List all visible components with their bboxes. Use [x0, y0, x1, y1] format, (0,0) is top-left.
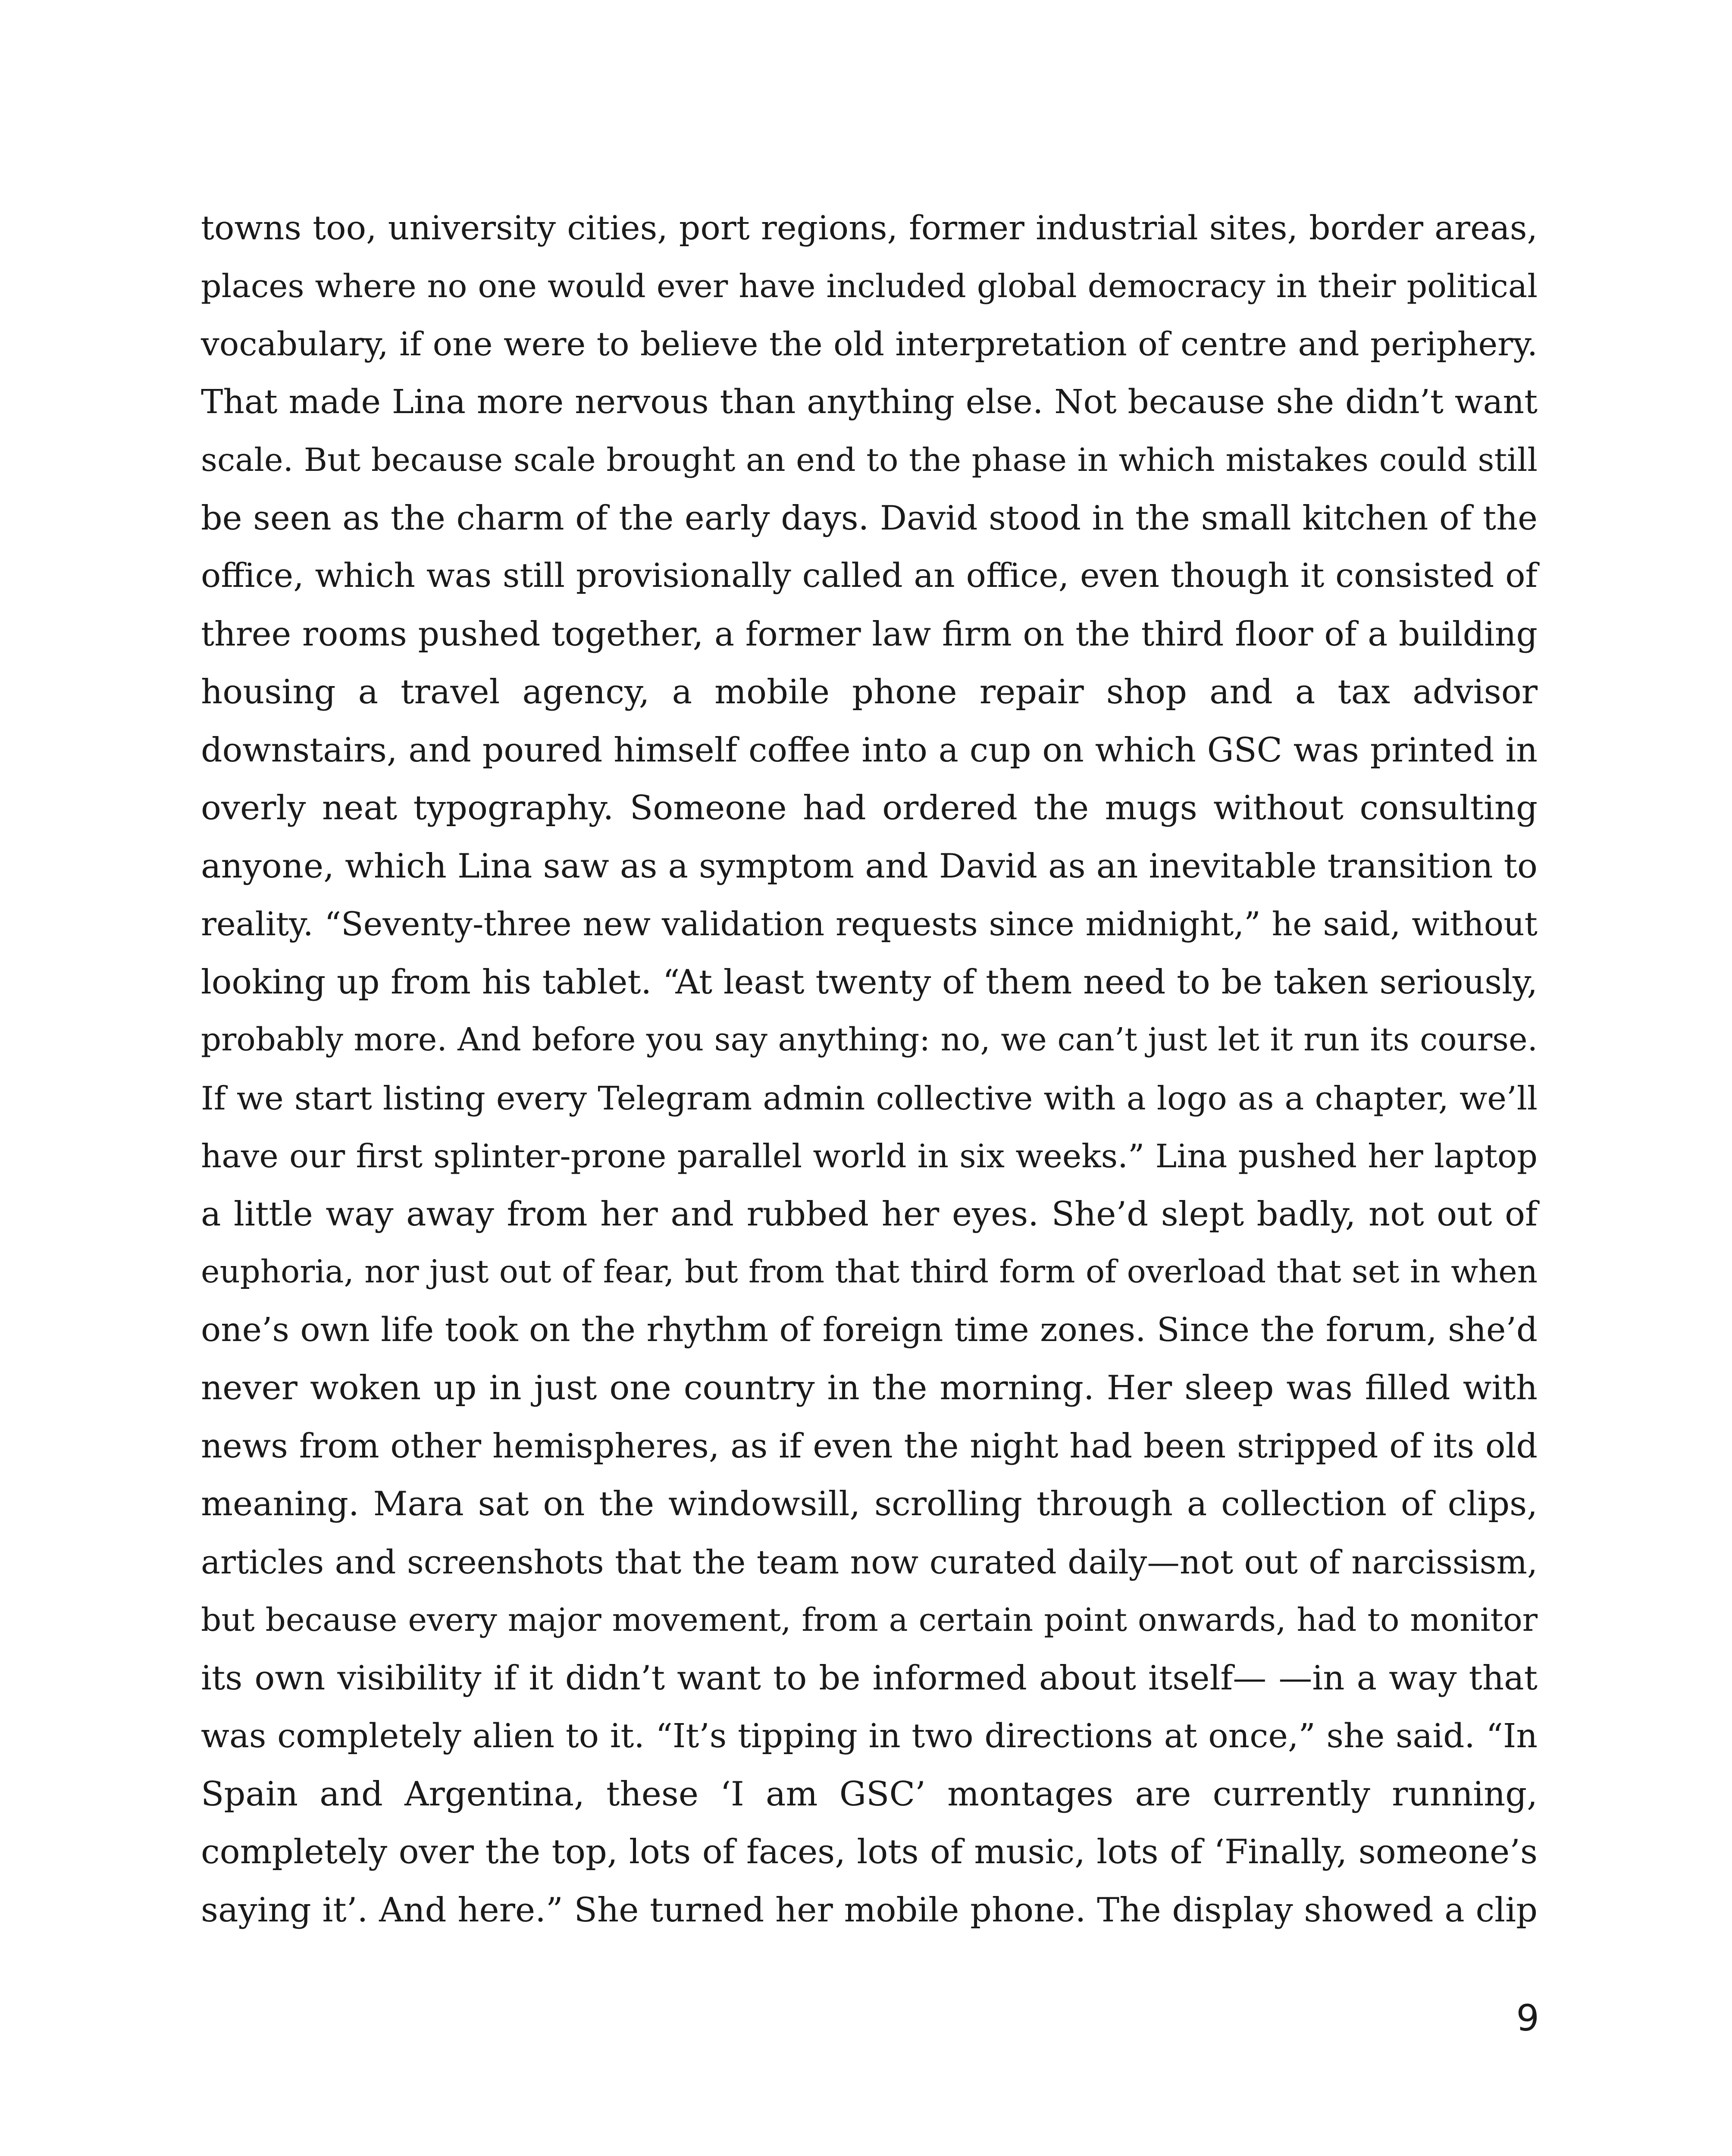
- text-line: a little way away from her and rubbed her eyes. She’d slept badly, not out of: [201, 1194, 1538, 1234]
- text-line: be seen as the charm of the early days. David stood in the small kitchen of the: [201, 498, 1538, 538]
- text-line: places where no one would ever have included global democracy in their political: [201, 267, 1538, 305]
- text-line: office, which was still provisionally called an office, even though it consisted of: [201, 557, 1538, 595]
- text-line: was completely alien to it. “It’s tipping in two directions at once,” she said. “In: [201, 1717, 1538, 1755]
- text-line: meaning. Mara sat on the windowsill, scrolling through a collection of clips,: [201, 1485, 1538, 1523]
- text-line: Spain and Argentina, these ‘I am GSC’ montages are currently running,: [201, 1774, 1538, 1814]
- text-line: housing a travel agency, a mobile phone repair shop and a tax advisor: [201, 673, 1538, 711]
- text-line: completely over the top, lots of faces, lots of music, lots of ‘Finally, someone’s: [201, 1833, 1538, 1871]
- text-line: downstairs, and poured himself coffee into a cup on which GSC was printed in: [201, 730, 1538, 770]
- text-line: looking up from his tablet. “At least twenty of them need to be taken seriously,: [201, 962, 1538, 1002]
- text-line: but because every major movement, from a certain point onwards, had to monitor: [201, 1601, 1538, 1639]
- text-line: saying it’. And here.” She turned her mobile phone. The display showed a clip: [201, 1890, 1538, 1930]
- text-line: overly neat typography. Someone had ordered the mugs without consulting: [201, 789, 1538, 827]
- text-line: vocabulary, if one were to believe the old interpretation of centre and periphery.: [201, 325, 1538, 363]
- text-line: scale. But because scale brought an end to the phase in which mistakes could still: [201, 442, 1538, 479]
- text-line: reality. “Seventy-three new validation requests since midnight,” he said, without: [201, 905, 1538, 943]
- text-line: have our first splinter-prone parallel world in six weeks.” Lina pushed her laptop: [201, 1137, 1538, 1175]
- text-line: news from other hemispheres, as if even the night had been stripped of its old: [201, 1426, 1538, 1466]
- text-line: articles and screenshots that the team now curated daily—not out of narcissism,: [201, 1543, 1538, 1581]
- text-line: towns too, university cities, port regions, former industrial sites, border areas,: [201, 209, 1538, 248]
- text-line: euphoria, nor just out of fear, but from that third form of overload that set in when: [201, 1253, 1538, 1290]
- text-line: its own visibility if it didn’t want to be informed about itself— —in a way that: [201, 1658, 1538, 1698]
- body-text: [201, 199, 1538, 1939]
- text-line: That made Lina more nervous than anything else. Not because she didn’t want: [201, 382, 1538, 421]
- page-number: 9: [1516, 1997, 1539, 2039]
- text-line: anyone, which Lina saw as a symptom and David as an inevitable transition to: [201, 846, 1538, 886]
- text-line: If we start listing every Telegram admin collective with a logo as a chapter, we’ll: [201, 1079, 1538, 1117]
- text-line: never woken up in just one country in the morning. Her sleep was filled with: [201, 1369, 1538, 1407]
- text-line: one’s own life took on the rhythm of foreign time zones. Since the forum, she’d: [201, 1310, 1538, 1349]
- text-line: probably more. And before you say anything: no, we can’t just let it run its course.: [201, 1022, 1538, 1058]
- text-line: three rooms pushed together, a former law firm on the third floor of a building: [201, 614, 1538, 654]
